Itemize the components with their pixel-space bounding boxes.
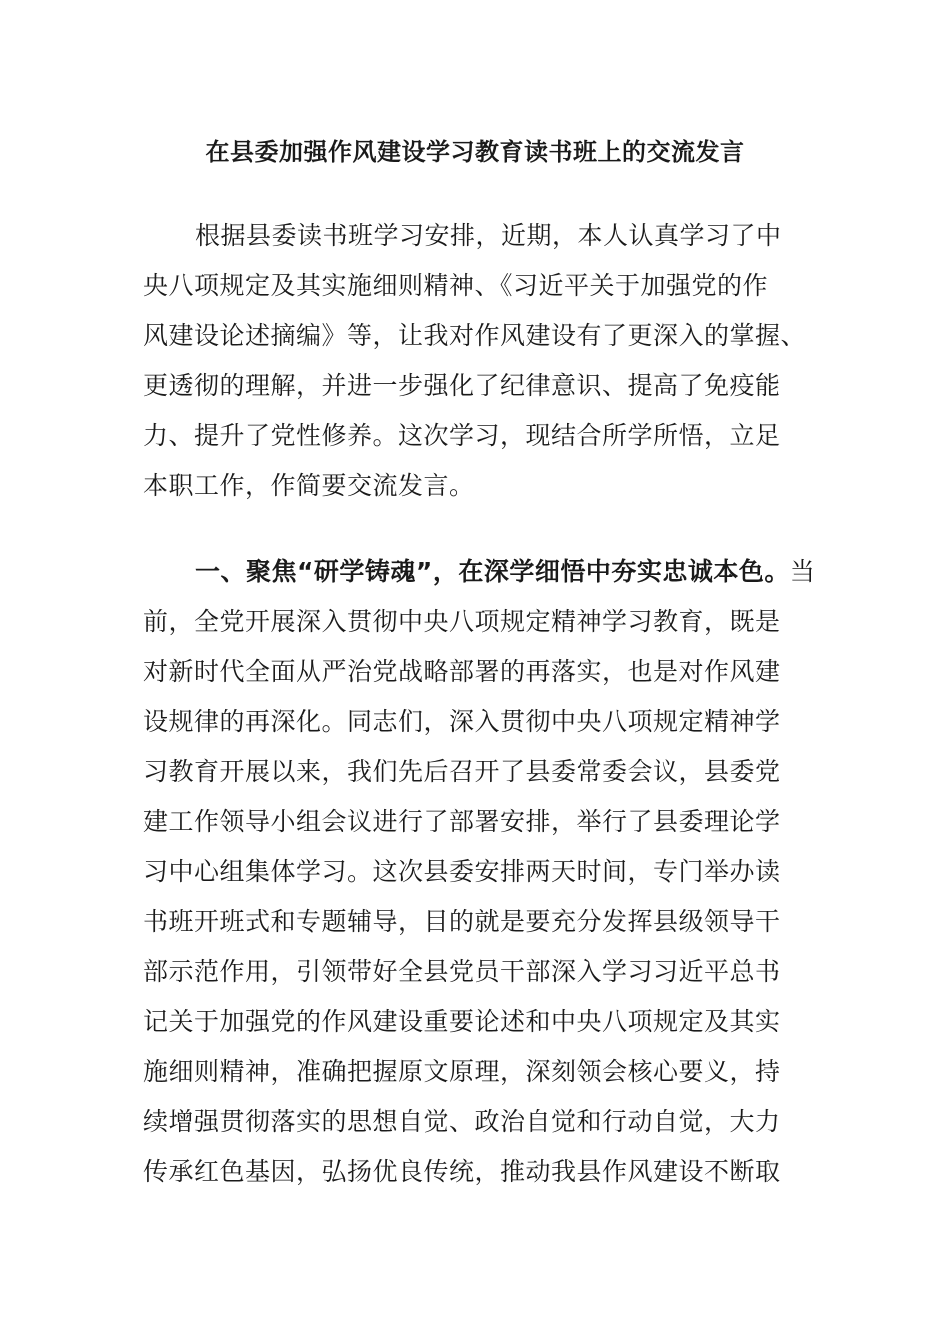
document-title: 在县委加强作风建设学习教育读书班上的交流发言 — [205, 138, 745, 166]
text-line: 建工作领导小组会议进行了部署安排，举行了县委理论学 — [143, 807, 781, 836]
text-line: 书班开班式和专题辅导，目的就是要充分发挥县级领导干 — [143, 907, 781, 936]
text-line: 前，全党开展深入贯彻中央八项规定精神学习教育，既是 — [143, 607, 781, 636]
text-line: 习教育开展以来，我们先后召开了县委常委会议，县委党 — [143, 757, 781, 786]
text-line: 根据县委读书班学习安排，近期，本人认真学习了中 — [195, 221, 782, 250]
text-line: 传承红色基因，弘扬优良传统，推动我县作风建设不断取 — [143, 1157, 781, 1186]
text-line: 更透彻的理解，并进一步强化了纪律意识、提高了免疫能 — [143, 371, 781, 400]
text-line: 部示范作用，引领带好全县党员干部深入学习习近平总书 — [143, 957, 781, 986]
section-heading: 一、聚焦“研学铸魂”，在深学细悟中夯实忠诚本色。 — [195, 557, 790, 586]
text-line: 施细则精神，准确把握原文原理，深刻领会核心要义，持 — [143, 1057, 781, 1086]
text-line: 力、提升了党性修养。这次学习，现结合所学所悟，立足 — [143, 421, 781, 450]
text-line: 风建设论述摘编》等，让我对作风建设有了更深入的掌握、 — [143, 321, 807, 350]
heading-line-continuation: 当 — [789, 557, 816, 586]
text-line: 本职工作，作简要交流发言。 — [143, 471, 475, 500]
paragraph-intro — [143, 211, 807, 511]
text-line: 设规律的再深化。同志们，深入贯彻中央八项规定精神学 — [143, 707, 781, 736]
text-line: 续增强贯彻落实的思想自觉、政治自觉和行动自觉，大力 — [143, 1107, 781, 1136]
text-line: 记关于加强党的作风建设重要论述和中央八项规定及其实 — [143, 1007, 781, 1036]
section-heading-line — [143, 547, 816, 597]
paragraph-section-one — [143, 547, 816, 1197]
text-line: 央八项规定及其实施细则精神、《习近平关于加强党的作 — [143, 271, 769, 300]
text-line: 对新时代全面从严治党战略部署的再落实，也是对作风建 — [143, 657, 781, 686]
text-line: 习中心组集体学习。这次县委安排两天时间，专门举办读 — [143, 857, 781, 886]
